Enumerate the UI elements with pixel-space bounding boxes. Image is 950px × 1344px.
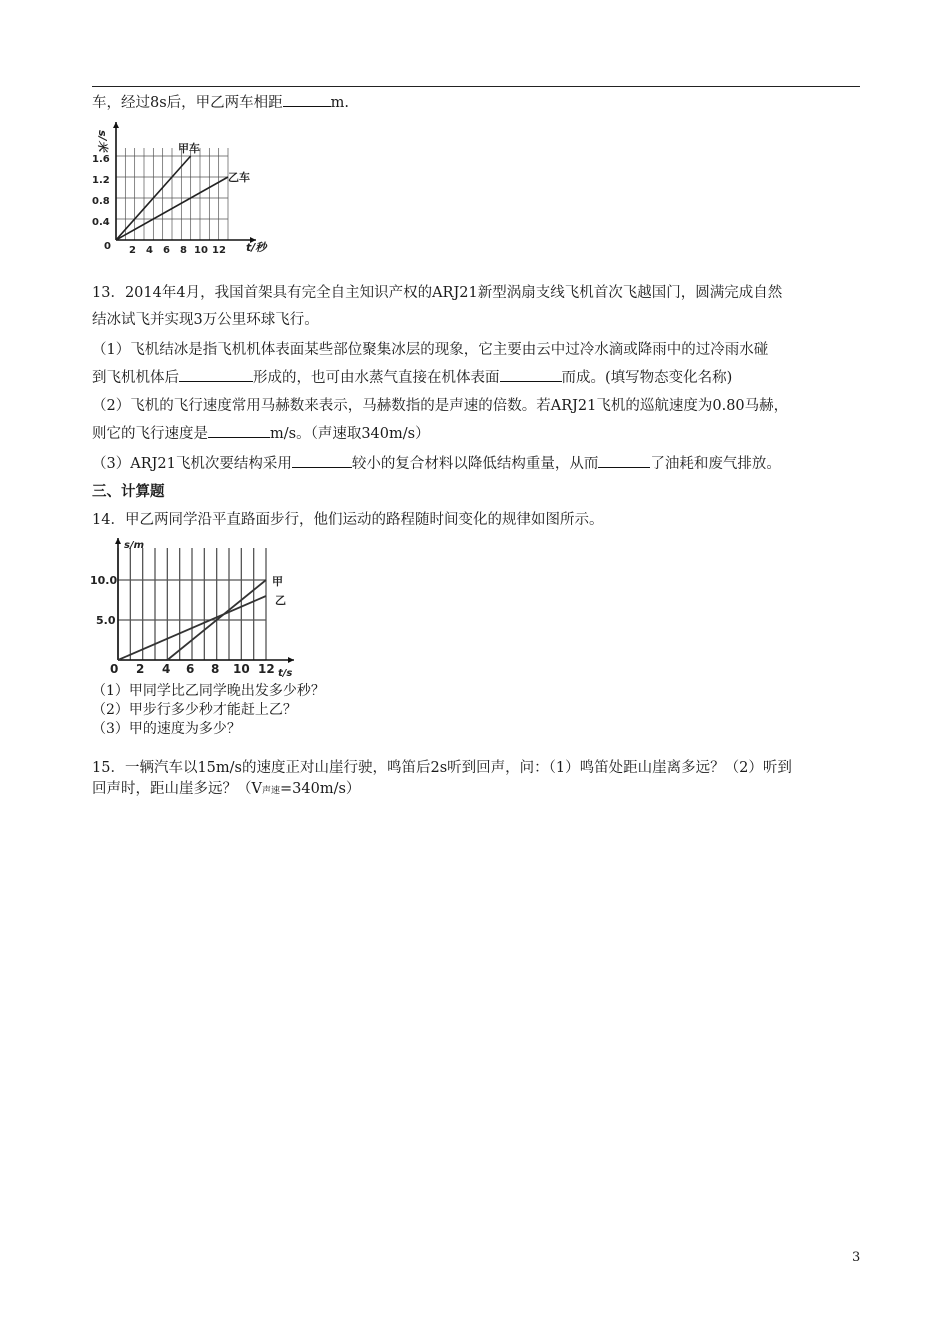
q13-blank-4[interactable] bbox=[292, 453, 352, 468]
chart-1-x-tick-4: 4 bbox=[146, 245, 153, 256]
chart-2-grid bbox=[118, 548, 266, 660]
chart-2-x-tick-8: 8 bbox=[211, 662, 220, 676]
q14-question-3: （3）甲的速度为多少？ bbox=[92, 721, 241, 737]
q13-part-2-line-b bbox=[92, 423, 872, 444]
section-3-title: 三、计算题 bbox=[92, 484, 165, 500]
q12-tail-before: 车，经过8s后，甲乙两车相距 bbox=[92, 95, 283, 111]
q12-answer-blank[interactable] bbox=[283, 92, 331, 107]
q13-p2-before: 则它的飞行速度是 bbox=[92, 426, 208, 442]
chart-1-y-tick-1-6: 1.6 bbox=[92, 154, 110, 165]
q13-blank-3[interactable] bbox=[208, 423, 270, 438]
chart-2-x-tick-0: 0 bbox=[110, 662, 119, 676]
q13-part-1-line-a: （1）飞机结冰是指飞机机体表面某些部位聚集冰层的现象，它主要由云中过冷水滴或降雨中的过冷雨水碰 bbox=[92, 342, 769, 358]
chart-2-x-tick-2: 2 bbox=[136, 662, 145, 676]
q13-part-2-line-a: （2）飞机的飞行速度常用马赫数来表示，马赫数指的是声速的倍数。若ARJ21飞机的巡航速度为0.80马赫， bbox=[92, 398, 789, 414]
chart-2-x-tick-6: 6 bbox=[186, 662, 195, 676]
q15-line-2-before: 回声时，距山崖多远？（V bbox=[92, 781, 262, 797]
chart-2-y-tick-10: 10.0 bbox=[90, 574, 118, 587]
chart-2-x-tick-10: 10 bbox=[233, 662, 250, 676]
chart-1-y-tick-0-4: 0.4 bbox=[92, 217, 110, 228]
chart-1-x-tick-12: 12 bbox=[212, 245, 226, 256]
chart-1-origin: 0 bbox=[104, 241, 111, 252]
q13-part-3 bbox=[92, 453, 872, 474]
c1-y-arrow bbox=[113, 122, 119, 128]
chart-1-ylabel: s/米 bbox=[96, 130, 109, 152]
q12-tail-after: m. bbox=[330, 95, 350, 111]
q14-question-1: （1）甲同学比乙同学晚出发多少秒？ bbox=[92, 683, 325, 699]
q14-intro: 14．甲乙两同学沿平直路面步行，他们运动的路程随时间变化的规律如图所示。 bbox=[92, 512, 604, 528]
q13-p1-after: 而成。(填写物态变化名称) bbox=[561, 370, 733, 386]
chart-2-walking-graph bbox=[88, 530, 308, 680]
c2-x-arrow bbox=[288, 657, 294, 663]
q13-p3-mid: 较小的复合材料以降低结构重量，从而 bbox=[351, 456, 599, 472]
q13-line-2: 结冰试飞并实现3万公里环球飞行。 bbox=[92, 312, 319, 328]
q13-p3-before: （3）ARJ21飞机次要结构采用 bbox=[92, 456, 292, 472]
chart-1-y-tick-1-2: 1.2 bbox=[92, 175, 110, 186]
q13-p3-after: 了油耗和废气排放。 bbox=[650, 456, 781, 472]
q13-p1-mid: 形成的，也可由水蒸气直接在机体表面 bbox=[253, 370, 500, 386]
c2-y-arrow bbox=[115, 538, 121, 544]
q13-p2-after: m/s。（声速取340m/s） bbox=[270, 426, 430, 442]
chart-1-x-tick-2: 2 bbox=[129, 245, 136, 256]
chart-1-series-label-yi: 乙车 bbox=[228, 171, 250, 184]
q13-blank-1[interactable] bbox=[179, 367, 253, 382]
chart-2-xlabel: t/s bbox=[278, 668, 293, 679]
chart-1-x-tick-8: 8 bbox=[180, 245, 187, 256]
q15-line-1: 15．一辆汽车以15m/s的速度正对山崖行驶，鸣笛后2s听到回声，问：（1）鸣笛处距山崖离多远？（2）听到 bbox=[92, 760, 792, 776]
chart-1-grid bbox=[116, 148, 228, 240]
chart-2-x-tick-12: 12 bbox=[258, 662, 275, 676]
q15-line-2 bbox=[92, 779, 872, 801]
chart-1-xlabel: t/秒 bbox=[246, 241, 267, 254]
chart-2-series-label-yi: 乙 bbox=[275, 594, 286, 607]
chart-2-series-label-jia: 甲 bbox=[272, 575, 283, 588]
q13-line-1: 13．2014年4月，我国首架具有完全自主知识产权的ARJ21新型涡扇支线飞机首次飞越国门，圆满完成自然 bbox=[92, 285, 783, 301]
chart-1-series-label-jia: 甲车 bbox=[178, 142, 200, 155]
q13-blank-2[interactable] bbox=[500, 367, 562, 382]
chart-2-y-tick-5: 5.0 bbox=[96, 614, 116, 627]
chart-2-x-tick-4: 4 bbox=[162, 662, 171, 676]
chart-1-x-tick-6: 6 bbox=[163, 245, 170, 256]
q13-blank-5[interactable] bbox=[598, 453, 650, 468]
q15-line-2-after: =340m/s） bbox=[280, 781, 361, 797]
q14-question-2: （2）甲步行多少秒才能赶上乙？ bbox=[92, 702, 297, 718]
chart-1-x-tick-10: 10 bbox=[194, 245, 208, 256]
q13-p1-before: 到飞机机体后 bbox=[92, 370, 179, 386]
q15-subscript: 声速 bbox=[261, 786, 280, 796]
page-number: 3 bbox=[852, 1250, 861, 1265]
q12-tail bbox=[92, 92, 872, 113]
header-rule bbox=[92, 86, 860, 87]
q13-part-1-line-b bbox=[92, 367, 872, 388]
chart-2-ylabel: s/m bbox=[124, 540, 145, 551]
chart-1-speed-graph bbox=[88, 118, 288, 260]
chart-1-y-tick-0-8: 0.8 bbox=[92, 196, 110, 207]
